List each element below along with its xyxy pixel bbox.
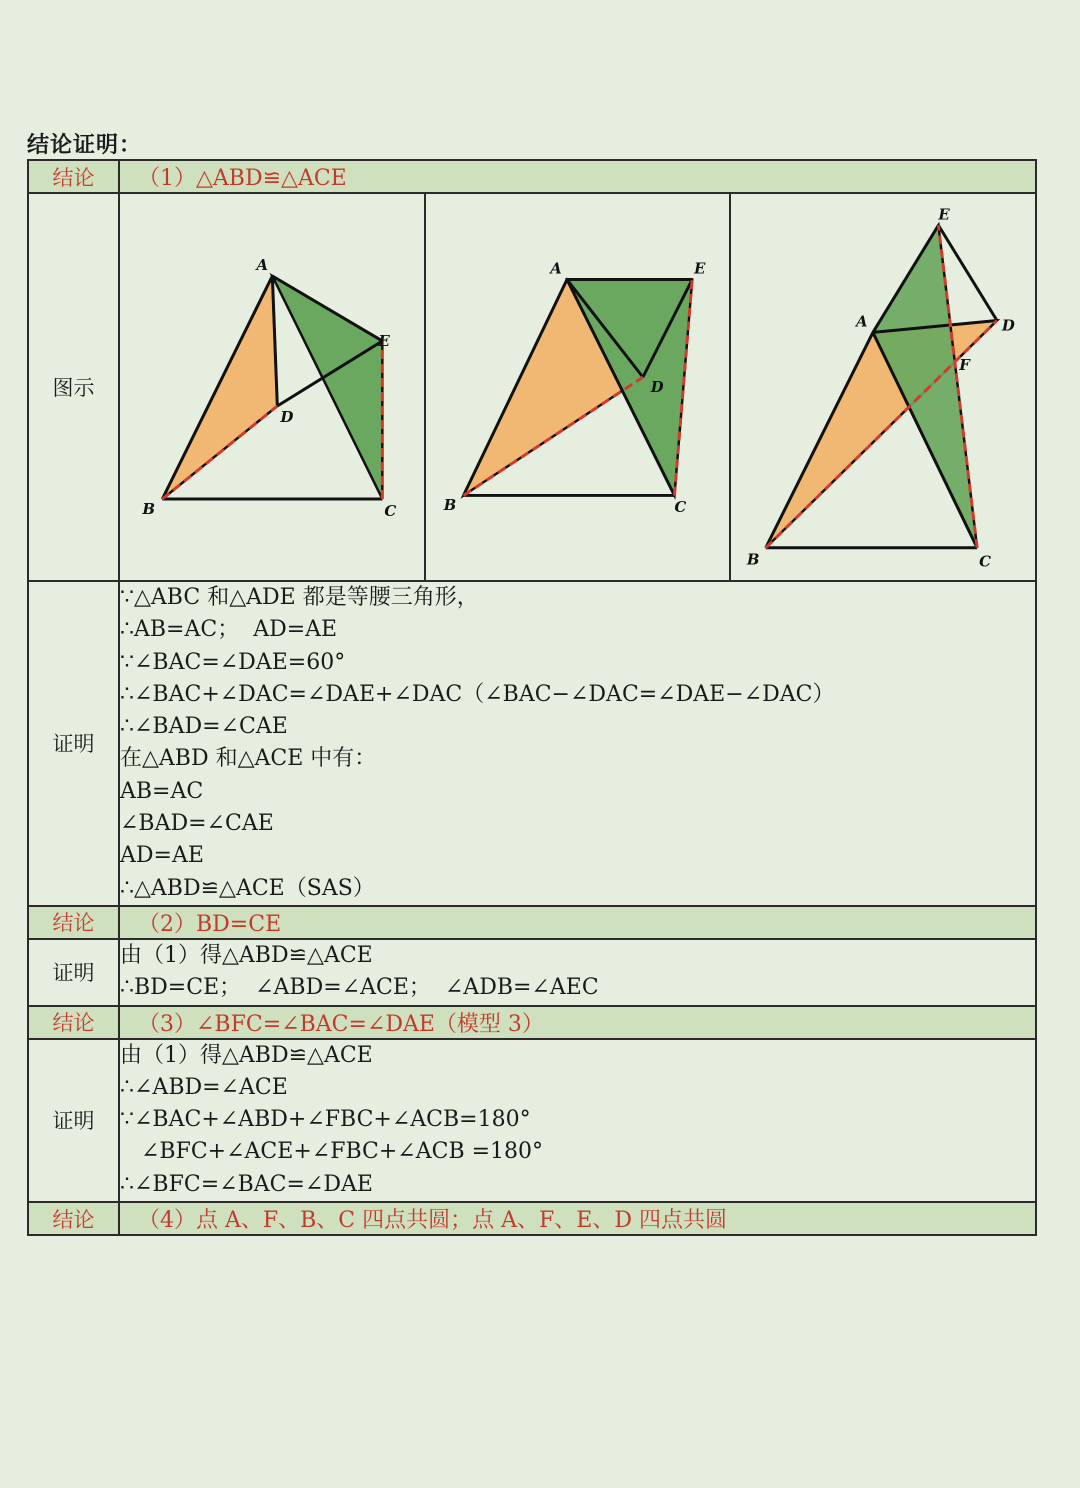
fig2-label-a: A [549,260,562,278]
conclusion-row-2 [28,906,1036,939]
figures-cell [119,193,1036,581]
proof-line: AD=AE [120,843,204,869]
proof-1-text [119,581,1036,906]
conclusion-2-text: （2）BD=CE [119,906,1036,939]
fig1-label-d: D [280,408,294,426]
figure-1 [120,194,424,580]
fig1-label-e: E [378,332,390,350]
proof-line: ∵∠BAC+∠ABD+∠FBC+∠ACB=180° [120,1107,531,1133]
proof-label: 证明 [28,939,119,1006]
figure-label: 图示 [28,193,119,581]
proof-line: ∴∠ABD=∠ACE [120,1074,288,1100]
fig3-label-f: F [959,356,971,375]
proof-label: 证明 [28,581,119,906]
figure-3 [729,194,1035,580]
proof-line: ∵△ABC 和△ADE 都是等腰三角形， [120,585,479,610]
figure-2-svg [426,194,730,580]
conclusion-row-3 [28,1006,1036,1039]
figure-row [28,193,1036,581]
proof-row-3 [28,1039,1036,1202]
conclusion-row-1 [28,160,1036,193]
proof-line: ∴∠BFC=∠BAC=∠DAE [120,1171,373,1197]
conclusion-label: 结论 [28,1006,119,1039]
proof-line: ∵∠BAC=∠DAE=60° [120,649,346,675]
figure-2 [424,194,730,580]
conclusion-row-4 [28,1202,1036,1235]
proof-line: AB=AC [120,778,204,804]
page-heading: 结论证明： [27,133,143,158]
proof-line: ∴BD=CE； ∠ABD=∠ACE； ∠ADB=∠AEC [120,975,599,1001]
proof-line: ∴△ABD≌△ACE（SAS） [120,875,375,901]
fig2-label-b: B [443,497,456,515]
proof-label: 证明 [28,1039,119,1202]
proof-line: 由（1）得△ABD≌△ACE [120,1042,373,1068]
proof-line: ∴∠BAD=∠CAE [120,714,288,740]
fig1-label-a: A [256,256,268,274]
fig1-label-b: B [142,500,156,518]
proof-row-2 [28,939,1036,1006]
proof-3-text [119,1039,1036,1202]
conclusion-label: 结论 [28,906,119,939]
proof-line: 由（1）得△ABD≌△ACE [120,942,373,968]
figure-3-svg [731,194,1035,580]
proof-line: ∴∠BAC+∠DAC=∠DAE+∠DAC（∠BAC−∠DAC=∠DAE−∠DAC） [120,681,835,707]
proof-line: ∠BFC+∠ACE+∠FBC+∠ACB =180° [120,1139,544,1165]
figure-1-svg [120,194,424,580]
fig1-label-c: C [384,502,397,520]
proof-row-1 [28,581,1036,906]
conclusion-1-text: （1）△ABD≌△ACE [119,160,1036,193]
fig3-label-c: C [979,552,992,571]
proof-2-text [119,939,1036,1006]
fig3-label-a: A [856,312,868,331]
proof-table [27,159,1037,1236]
conclusion-label: 结论 [28,160,119,193]
proof-line: ∴AB=AC； AD=AE [120,617,338,643]
fig2-label-e: E [693,260,706,278]
fig3-label-e: E [938,205,951,224]
conclusion-3-text: （3）∠BFC=∠BAC=∠DAE（模型 3） [119,1006,1036,1039]
fig3-label-b: B [747,550,760,569]
conclusion-4-text: （4）点 A、F、B、C 四点共圆；点 A、F、E、D 四点共圆 [119,1202,1036,1235]
conclusion-label: 结论 [28,1202,119,1235]
proof-line: 在△ABD 和△ACE 中有： [120,746,377,772]
fig2-label-c: C [674,499,686,517]
proof-line: ∠BAD=∠CAE [120,811,274,837]
fig3-label-d: D [1002,316,1016,335]
fig2-label-d: D [650,378,664,396]
